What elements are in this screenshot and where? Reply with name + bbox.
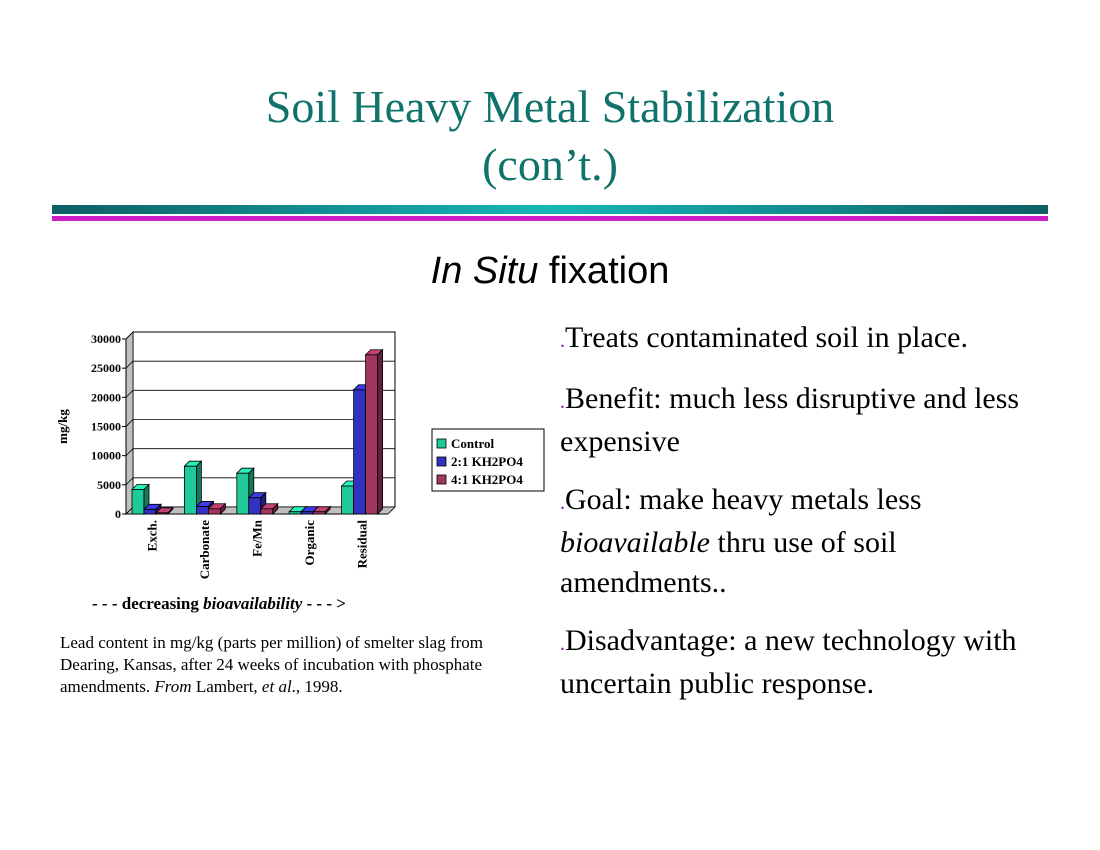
legend-swatch bbox=[437, 457, 446, 466]
bullet-item bbox=[560, 318, 1040, 361]
bullet-item bbox=[560, 621, 1040, 704]
title-rule-teal bbox=[52, 205, 1048, 214]
slide-title-line2: (con’t.) bbox=[482, 139, 618, 190]
bar bbox=[184, 466, 196, 514]
caption-etal: et al bbox=[261, 677, 292, 696]
legend-swatch bbox=[437, 439, 446, 448]
x-tick-label: Carbonate bbox=[197, 520, 213, 580]
bullet-marker: . bbox=[560, 492, 565, 514]
x-tick-label: Fe/Mn bbox=[249, 520, 265, 557]
decreasing-pre: - - - decreasing bbox=[92, 594, 204, 613]
bullet-marker: . bbox=[560, 633, 565, 655]
decreasing-italic: bioavailability bbox=[203, 594, 303, 613]
bullet-list bbox=[560, 318, 1040, 722]
y-tick-label: 30000 bbox=[91, 332, 121, 346]
y-tick-label: 0 bbox=[115, 507, 121, 521]
bar bbox=[196, 506, 208, 514]
bullet-text: Benefit: much less disruptive and less expensive bbox=[560, 382, 1020, 458]
bar bbox=[132, 490, 144, 515]
bar bbox=[249, 498, 261, 514]
bullet-marker: . bbox=[560, 330, 565, 352]
bar bbox=[144, 509, 156, 514]
bar-chart bbox=[50, 325, 550, 590]
decreasing-bioavailability-label bbox=[92, 594, 346, 614]
y-tick-label: 25000 bbox=[91, 361, 121, 376]
y-tick-label: 15000 bbox=[91, 419, 121, 434]
bar bbox=[208, 509, 220, 514]
bullet-text: Disadvantage: a new technology with uncertain public response. bbox=[560, 624, 1017, 700]
x-tick-label: Exch. bbox=[144, 520, 160, 552]
bullet-text-pre: Goal: make heavy metals less bbox=[565, 483, 922, 516]
legend-label: 2:1 KH2PO4 bbox=[451, 454, 523, 469]
subtitle-italic: In Situ bbox=[430, 250, 539, 292]
bullet-item bbox=[560, 379, 1040, 462]
x-tick-label: Residual bbox=[354, 520, 370, 569]
caption-text2: Lambert, bbox=[191, 677, 262, 696]
bullet-text-post: thru use of soil amendments.. bbox=[560, 526, 897, 599]
y-tick-label: 5000 bbox=[97, 477, 121, 492]
bullet-text: Treats contaminated soil in place. bbox=[565, 321, 968, 354]
title-rule-magenta bbox=[52, 216, 1048, 221]
bullet-item bbox=[560, 480, 1040, 603]
caption-text1: Lead content in mg/kg (parts per million) of smelter slag from Dearing, Kansas, after 24 weeks of incubation with phosphate amendments. bbox=[60, 633, 483, 696]
bar bbox=[354, 390, 366, 514]
slide-title bbox=[0, 78, 1100, 194]
bar bbox=[342, 486, 354, 514]
decreasing-post: - - - > bbox=[302, 594, 346, 613]
subtitle-rest: fixation bbox=[538, 250, 670, 292]
slide-title-line1: Soil Heavy Metal Stabilization bbox=[265, 81, 835, 132]
slide-subtitle bbox=[0, 250, 1100, 293]
caption-from: From bbox=[154, 677, 192, 696]
y-tick-label: 10000 bbox=[91, 448, 121, 463]
legend-label: Control bbox=[451, 436, 495, 451]
legend-label: 4:1 KH2PO4 bbox=[451, 472, 523, 487]
y-tick-label: 20000 bbox=[91, 390, 121, 405]
y-axis-label: mg/kg bbox=[55, 409, 70, 444]
bullet-text-italic: bioavailable bbox=[560, 526, 710, 559]
legend-swatch bbox=[437, 475, 446, 484]
bullet-marker: . bbox=[560, 391, 565, 413]
x-tick-label: Organic bbox=[301, 520, 317, 566]
caption-text3: ., 1998. bbox=[291, 677, 343, 696]
chart-caption bbox=[60, 632, 510, 698]
bar-side bbox=[378, 350, 383, 514]
bar bbox=[237, 473, 249, 514]
bar bbox=[366, 355, 378, 514]
bar bbox=[261, 509, 273, 514]
